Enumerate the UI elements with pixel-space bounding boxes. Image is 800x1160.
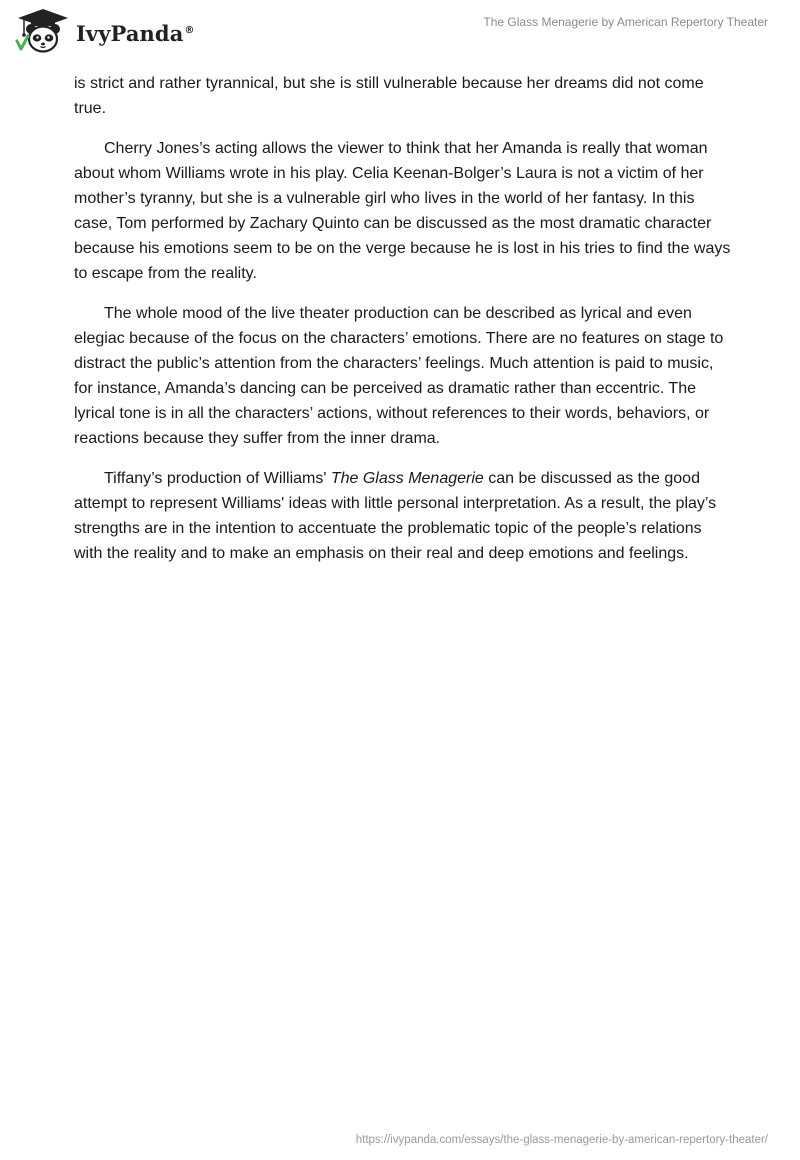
paragraph-1: is strict and rather tyrannical, but she is still vulnerable because her dreams did not come true. xyxy=(74,75,704,117)
panda-graduation-cap-icon xyxy=(14,8,72,54)
paragraph-4 xyxy=(74,466,734,566)
play-title: The Glass Menagerie xyxy=(330,470,484,487)
page-header xyxy=(0,0,800,70)
paragraph-3: The whole mood of the live theater production can be described as lyrical and even elegiac because of the focus on the characters’ emotions. There are no features on stage to distract the public’s attention from the characters’ feelings. Much attention is paid to music, for instance, Amanda’s dancing can be perceived as dramatic rather than eccentric. The lyrical tone is in all the characters’ actions, without references to their words, behaviors, or reactions because they suffer from the inner drama. xyxy=(74,305,724,447)
brand-name xyxy=(76,21,195,46)
ivypanda-logo[interactable] xyxy=(14,8,195,54)
source-url[interactable]: https://ivypanda.com/essays/the-glass-menagerie-by-american-repertory-theater/ xyxy=(355,1134,768,1146)
brand-wordmark: IvyPanda xyxy=(76,20,184,46)
registered-mark: ® xyxy=(184,24,195,36)
essay-body xyxy=(74,71,734,581)
document-title: The Glass Menagerie by American Repertory Theater xyxy=(483,15,768,29)
paragraph-2: Cherry Jones’s acting allows the viewer to think that her Amanda is really that woman about whom Williams wrote in his play. Celia Keenan-Bolger’s Laura is not a victim of her mother’s tyranny, but she is a vulnerable girl who lives in the world of her fantasy. In this case, Tom performed by Zachary Quinto can be discussed as the most dramatic character because his emotions seem to be on the verge because he is lost in his tries to find the ways to escape from the reality. xyxy=(74,140,731,282)
paragraph-4-start: Tiffany’s production of Williams' xyxy=(104,470,331,487)
paragraph-4-end: can be discussed as the good attempt to represent Williams' ideas with little personal interpretation. As a result, the play’s strengths are in the intention to accentuate the problematic topic of the people’s relations with the reality and to make an emphasis on their real and deep emotions and feelings. xyxy=(74,470,717,562)
